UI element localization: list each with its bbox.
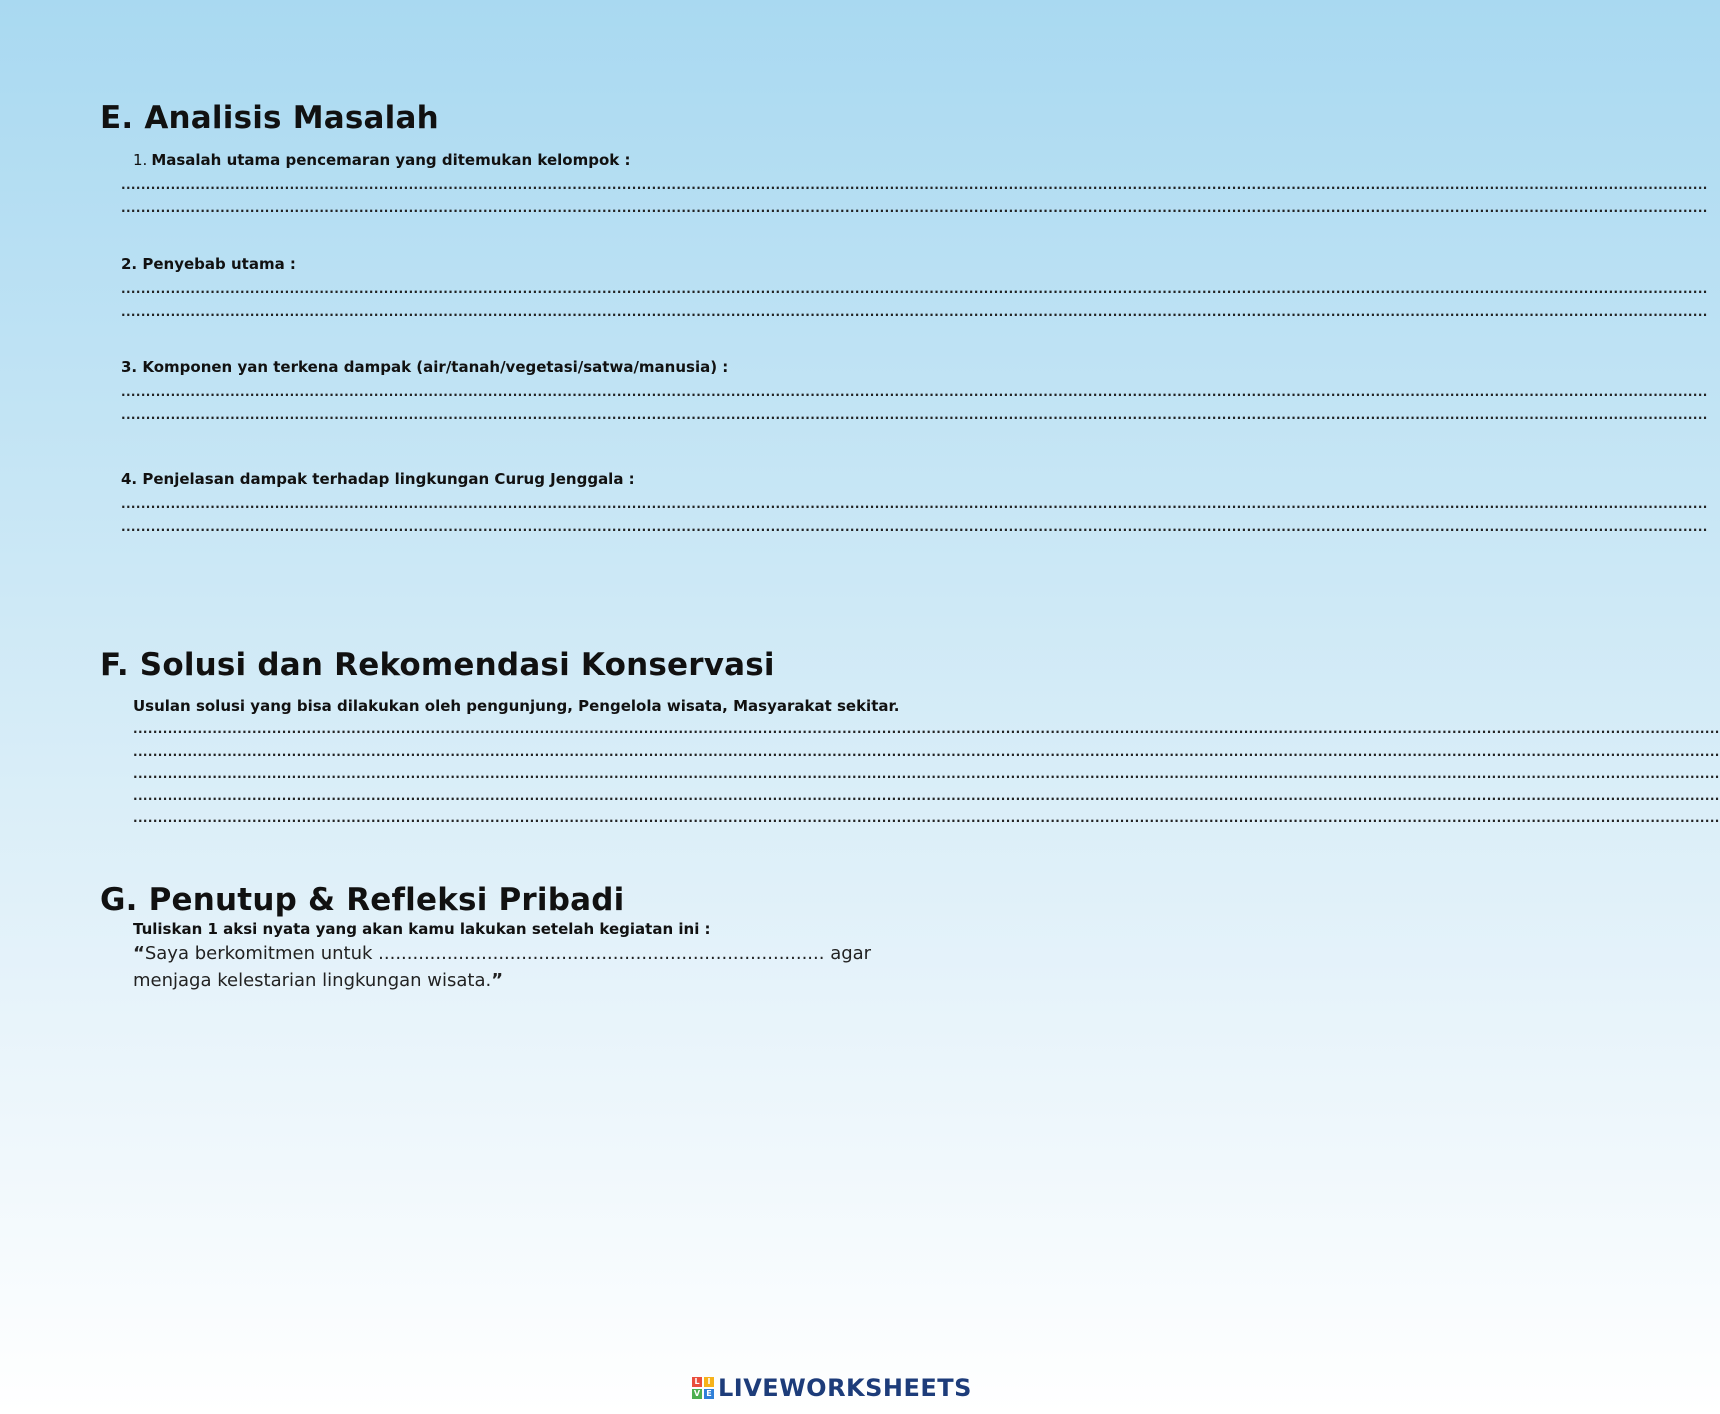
question-2: 2. Penyebab utama :: [121, 255, 296, 273]
question-4: 4. Penjelasan dampak terhadap lingkungan Curug Jenggala :: [121, 470, 635, 488]
statement-end: agar menjaga kelestarian lingkungan wisata.: [133, 943, 872, 991]
close-quote: ”: [491, 970, 504, 991]
commitment-blank[interactable]: ..............................................................................: [378, 943, 825, 964]
answer-line-2b[interactable]: ................................................................................................................................................................................................................................................................................................................................: [121, 305, 1708, 319]
answer-line-1a[interactable]: ................................................................................................................................................................................................................................................................................................................................: [121, 178, 1708, 192]
solution-line-1[interactable]: ................................................................................................................................................................................................................................................................................................................................: [133, 722, 1720, 736]
question-3: 3. Komponen yan terkena dampak (air/tanah/vegetasi/satwa/manusia) :: [121, 358, 729, 376]
logo-letter-e: E: [704, 1389, 714, 1399]
answer-line-1b[interactable]: ................................................................................................................................................................................................................................................................................................................................: [121, 201, 1708, 215]
section-g-title: G. Penutup & Refleksi Pribadi: [100, 882, 625, 918]
logo-letter-v: V: [693, 1389, 701, 1398]
commitment-statement: [133, 940, 903, 994]
solution-line-3[interactable]: ................................................................................................................................................................................................................................................................................................................................: [133, 767, 1720, 781]
solution-line-5[interactable]: ................................................................................................................................................................................................................................................................................................................................: [133, 811, 1720, 825]
question-1: [133, 151, 630, 169]
reflection-prompt: Tuliskan 1 aksi nyata yang akan kamu lakukan setelah kegiatan ini :: [133, 920, 711, 938]
answer-line-3a[interactable]: ................................................................................................................................................................................................................................................................................................................................: [121, 385, 1708, 399]
statement-start: Saya berkomitmen untuk: [144, 943, 379, 964]
answer-line-2a[interactable]: ................................................................................................................................................................................................................................................................................................................................: [121, 282, 1708, 296]
logo-letter-i: I: [704, 1377, 714, 1387]
question-1-text: Masalah utama pencemaran yang ditemukan kelompok :: [151, 151, 631, 169]
logo-mark-icon: [692, 1377, 714, 1399]
answer-line-3b[interactable]: ................................................................................................................................................................................................................................................................................................................................: [121, 408, 1708, 422]
logo-text: LIVEWORKSHEETS: [718, 1374, 972, 1402]
section-f-title: F. Solusi dan Rekomendasi Konservasi: [100, 647, 775, 683]
open-quote: “: [133, 943, 145, 964]
answer-line-4b[interactable]: ................................................................................................................................................................................................................................................................................................................................: [121, 520, 1708, 534]
question-1-number: 1.: [133, 151, 148, 169]
logo-letter-l: L: [692, 1377, 702, 1387]
answer-line-4a[interactable]: ................................................................................................................................................................................................................................................................................................................................: [121, 497, 1708, 511]
section-e-title: E. Analisis Masalah: [100, 100, 439, 136]
liveworksheets-logo: [692, 1374, 972, 1402]
solution-line-4[interactable]: ................................................................................................................................................................................................................................................................................................................................: [133, 789, 1720, 803]
solution-prompt: Usulan solusi yang bisa dilakukan oleh pengunjung, Pengelola wisata, Masyarakat sekitar.: [133, 697, 900, 715]
solution-line-2[interactable]: ................................................................................................................................................................................................................................................................................................................................: [133, 745, 1720, 759]
